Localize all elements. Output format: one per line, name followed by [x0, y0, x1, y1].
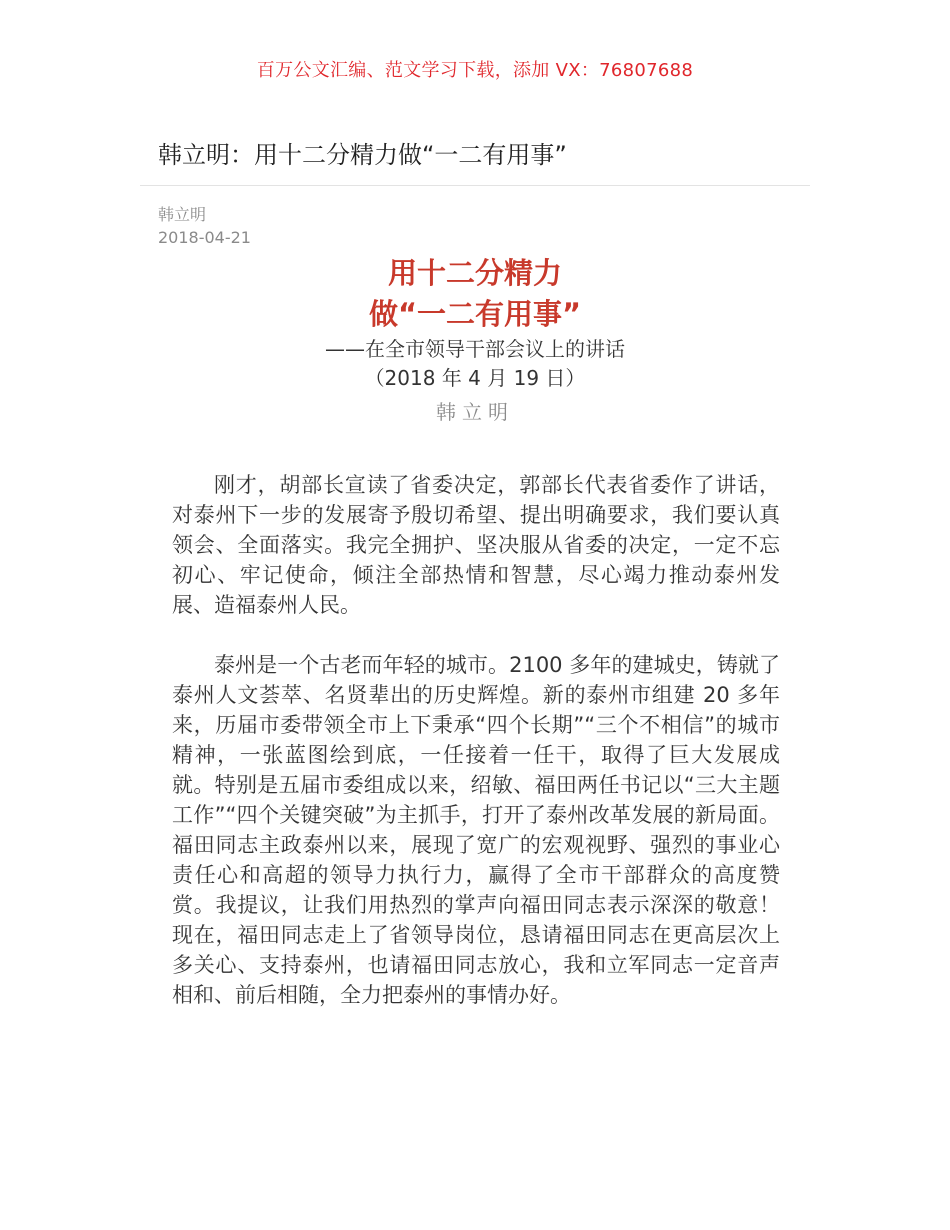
- speech-subtitle: ——在全市领导干部会议上的讲话: [325, 337, 625, 361]
- article-title: 韩立明：用十二分精力做“一二有用事”: [158, 141, 567, 169]
- promo-banner: 百万公文汇编、范文学习下载，添加 VX：76807688: [256, 60, 694, 81]
- article-author: 韩立明: [158, 205, 207, 224]
- title-divider: [140, 185, 810, 186]
- speech-headline-line2: 做“一二有用事”: [368, 297, 582, 331]
- speech-headline-line1: 用十二分精力: [387, 256, 562, 290]
- article-date: 2018-04-21: [158, 228, 251, 247]
- body-paragraph: 刚才，胡部长宣读了省委决定，郭部长代表省委作了讲话，对泰州下一步的发展寄予殷切希望、提出明确要求，我们要认真领会、全面落实。我完全拥护、坚决服从省委的决定，一定不忘初心、牢记使命，倾注全部热情和智慧，尽心竭力推动泰州发展、造福泰州人民。: [172, 473, 780, 617]
- speech-byline: 韩立明: [436, 400, 514, 424]
- speech-date: （2018 年 4 月 19 日）: [364, 366, 586, 390]
- body-paragraph: 泰州是一个古老而年轻的城市。2100 多年的建城史，铸就了泰州人文荟萃、名贤辈出的历史辉煌。新的泰州市组建 20 多年来，历届市委带领全市上下秉承“四个长期”“三个不相信”的城市精神，一张蓝图绘到底，一任接着一任干，取得了巨大发展成就。特别是五届市委组成以来，绍敏、福田两任书记以“三大主题工作”“四个关键突破”为主抓手，打开了泰州改革发展的新局面。福田同志主政泰州以来，展现了宽广的宏观视野、强烈的事业心责任心和高超的领导力执行力，赢得了全市干部群众的高度赞赏。我提议，让我们用热烈的掌声向福田同志表示深深的敬意！现在，福田同志走上了省领导岗位，恳请福田同志在更高层次上多关心、支持泰州，也请福田同志放心，我和立军同志一定音声相和、前后相随，全力把泰州的事情办好。: [172, 653, 780, 1007]
